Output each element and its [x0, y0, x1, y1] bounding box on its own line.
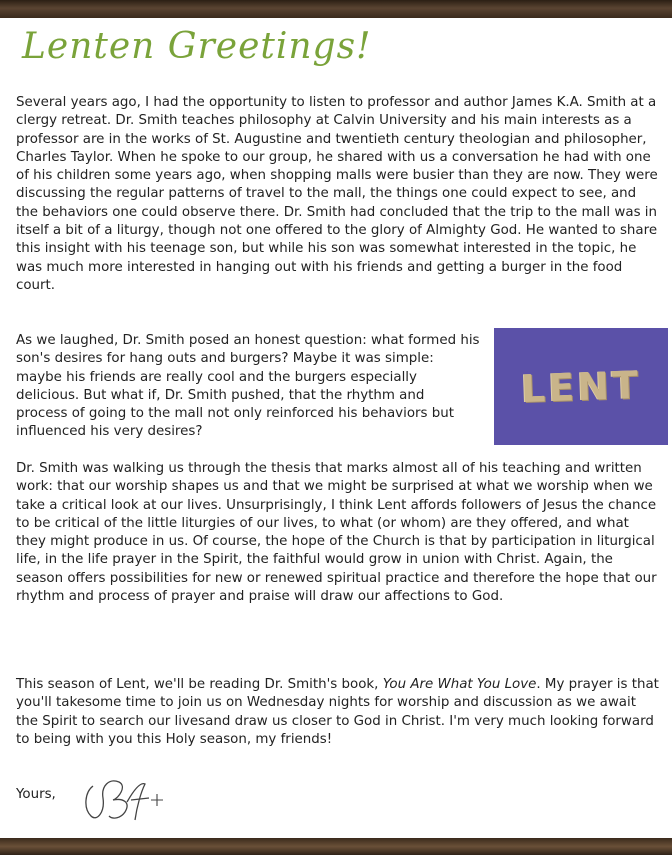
paragraph-4-start: This season of Lent, we'll be reading Dr. Smith's book, — [16, 677, 383, 692]
letter-page — [0, 18, 672, 838]
paragraph-3: Dr. Smith was walking us through the thesis that marks almost all of his teaching and written work: that our worship shapes us and that we might be surprised at what we worship when we take a critical look at our lives. Unsurprisingly, I think Lent affords followers of Jesus the chance to be critical of the little liturgies of our lives, to what (or whom) are they offered, and what they might produce in us. Of course, the hope of the Church is that by participation in liturgical life, in the life prayer in the Spirit, the faithful would grow in union with Christ. Again, the season offers possibilities for new or renewed spiritual practice and therefore the hope that our rhythm and process of prayer and praise will draw our affections to God. — [16, 461, 657, 605]
paragraph-2: As we laughed, Dr. Smith posed an honest question: what formed his son's desires for hang outs and burgers? Maybe it was simple: maybe his friends are really cool and the burgers especially delicious. But what if, Dr. Smith pushed, that the rhythm and process of going to the mall not only reinforced his behaviors but influenced his very desires? — [16, 333, 480, 440]
letter-title: Lenten Greetings! — [22, 26, 372, 67]
paragraph-4 — [16, 676, 660, 749]
closing-salutation: Yours, — [16, 787, 56, 802]
book-title: You Are What You Love — [382, 677, 537, 692]
lent-image-text: LENT — [520, 362, 642, 411]
lent-image — [494, 328, 668, 445]
wood-frame-bottom — [0, 838, 672, 855]
paragraph-4-end: . My prayer is that you'll takesome time to join us on Wednesday nights for worship and discussion as we await the Spirit to search our livesand draw us closer to God in Christ. I'm very much looking forward to being with you this Holy season, my friends! — [16, 677, 659, 747]
signature-icon — [75, 768, 175, 828]
paragraph-1: Several years ago, I had the opportunity to listen to professor and author James K.A. Smith at a clergy retreat. Dr. Smith teaches philosophy at Calvin University and his main interests as a professor are in the works of St. Augustine and twentieth century theologian and philosopher, Charles Taylor. When he spoke to our group, he shared with us a conversation he had with one of his children some years ago, when shopping malls were busier than they are now. They were discussing the regular patterns of travel to the mall, the things one could expect to see, and the behaviors one could observe there. Dr. Smith had concluded that the trip to the mall was in itself a bit of a liturgy, though not one offered to the glory of Almighty God. He wanted to share this insight with his teenage son, but while his son was somewhat interested in the topic, he was much more interested in hanging out with his friends and getting a burger in the food court. — [16, 95, 658, 293]
wood-frame-top — [0, 0, 672, 18]
